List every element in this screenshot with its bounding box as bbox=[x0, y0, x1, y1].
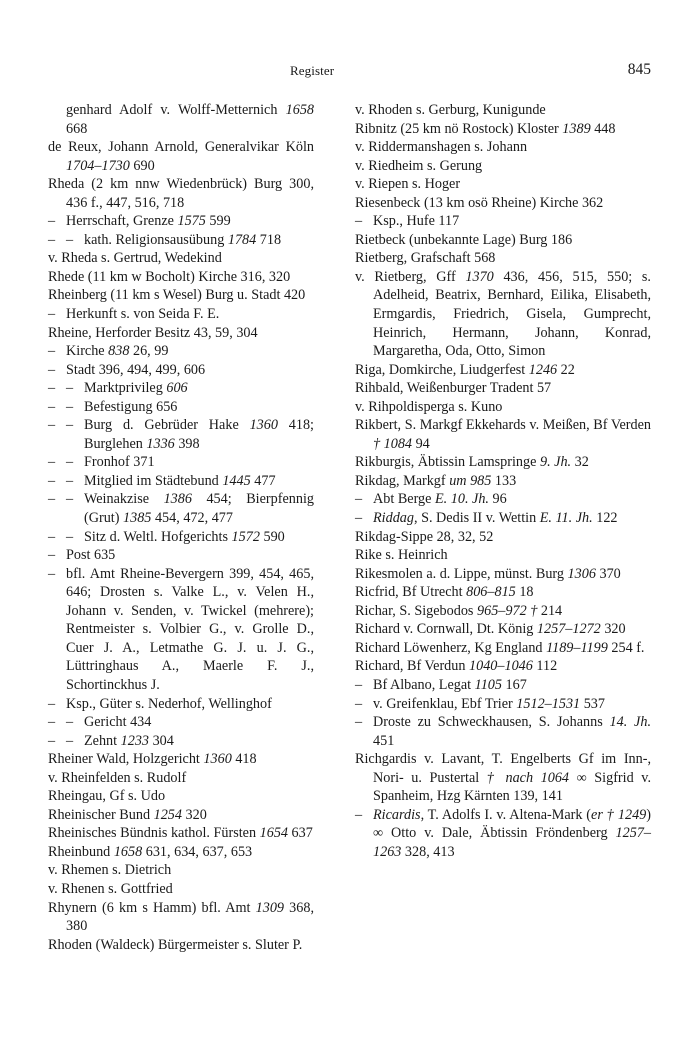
text-segment: Kirche bbox=[66, 343, 109, 360]
index-subentry bbox=[48, 453, 314, 472]
text-segment: Rietberg, Grafschaft 568 bbox=[355, 250, 496, 267]
index-subentry bbox=[48, 361, 314, 380]
text-segment: , S. Dedis II v. Wettin bbox=[413, 510, 540, 527]
text-segment: 398 bbox=[174, 435, 200, 452]
index-column-right bbox=[355, 101, 651, 861]
italic-segment: 1360 bbox=[203, 751, 232, 768]
text-segment: Ribnitz (25 km nö Rostock) Kloster bbox=[355, 120, 563, 137]
text-segment: 112 bbox=[532, 658, 558, 675]
italic-segment: 1386 bbox=[163, 491, 192, 508]
index-entry bbox=[355, 528, 651, 547]
italic-segment: 1257–1272 bbox=[536, 621, 601, 638]
text-segment: v. Rhemen s. Dietrich bbox=[48, 862, 172, 879]
italic-segment: 1309 bbox=[255, 899, 284, 916]
level-dash: – bbox=[66, 380, 74, 397]
index-entry bbox=[355, 361, 651, 380]
index-entry bbox=[48, 824, 314, 843]
text-segment: Rheinisches Bündnis kathol. Fürsten bbox=[48, 825, 260, 842]
text-segment: de Reux, Johann Arnold, Generalvikar Köln bbox=[48, 139, 314, 156]
index-entry bbox=[48, 268, 314, 287]
index-entry bbox=[48, 899, 314, 936]
text-segment: 32 bbox=[571, 454, 589, 471]
level-dash: – bbox=[48, 213, 56, 230]
index-entry bbox=[355, 657, 651, 676]
text-segment: Rikdag-Sippe 28, 32, 52 bbox=[355, 528, 494, 545]
text-segment: 370 bbox=[595, 565, 621, 582]
text-segment: Rikburgis, Äbtissin Lamspringe bbox=[355, 454, 540, 471]
text-segment: bfl. Amt Rheine-Bevergern 399, 454, 465, 646; Drosten s. Valke L., v. Velen H., Johann v. Senden, v. Twickel (mehrere); Rentmeister s. Volbier G., v. Grolle D., Cuer J. A., Letmathe G. J. u. J. G., Lüttringhaus A., Maerle F. J., Schortinckhus J. bbox=[66, 565, 314, 693]
index-subentry bbox=[48, 732, 314, 751]
level-dash: – bbox=[66, 528, 74, 545]
italic-segment: E. 10. Jh. bbox=[435, 491, 489, 508]
level-dash: – bbox=[48, 528, 56, 545]
index-entry bbox=[355, 398, 651, 417]
italic-segment: 1572 bbox=[231, 528, 260, 545]
italic-segment: 1658 bbox=[285, 102, 314, 118]
index-subentry bbox=[48, 695, 314, 714]
italic-segment: 1385 bbox=[123, 510, 152, 527]
index-entry bbox=[355, 472, 651, 491]
index-entry bbox=[48, 175, 314, 212]
text-segment: 599 bbox=[205, 213, 231, 230]
text-segment: 133 bbox=[491, 472, 517, 489]
italic-segment: 806–815 bbox=[466, 584, 516, 601]
level-dash: – bbox=[48, 714, 56, 731]
level-dash: – bbox=[355, 806, 363, 823]
level-dash: – bbox=[48, 380, 56, 397]
italic-segment: 1189–1199 bbox=[546, 639, 608, 656]
text-segment: 690 bbox=[129, 157, 155, 174]
index-entry bbox=[48, 286, 314, 305]
text-segment: , T. Adolfs I. v. Altena-Mark ( bbox=[420, 806, 592, 823]
text-segment: 668 bbox=[66, 120, 88, 137]
italic-segment: 9. Jh. bbox=[539, 454, 572, 471]
text-segment: v. Rhenen s. Gottfried bbox=[48, 880, 173, 897]
text-segment: Ricfrid, Bf Utrecht bbox=[355, 584, 467, 601]
text-segment: ∞ Sigfrid v. Spanheim, Hzg Kärnten 139, 141 bbox=[373, 769, 651, 805]
italic-segment: 1040–1046 bbox=[469, 658, 533, 675]
level-dash: – bbox=[48, 565, 56, 582]
italic-segment: 1654 bbox=[259, 825, 288, 842]
level-dash: – bbox=[355, 510, 363, 527]
index-subentry bbox=[355, 695, 651, 714]
text-segment: 537 bbox=[580, 695, 605, 712]
text-segment: v. Rheda s. Gertrud, Wedekind bbox=[48, 250, 222, 267]
level-dash: – bbox=[48, 306, 56, 323]
index-entry bbox=[48, 936, 314, 955]
text-segment: 448 bbox=[590, 120, 616, 137]
italic-segment: er † 1249 bbox=[591, 806, 647, 823]
page-number: 845 bbox=[627, 61, 651, 78]
level-dash: – bbox=[355, 714, 363, 731]
text-segment: 418; Burglehen bbox=[84, 417, 315, 452]
index-entry bbox=[48, 138, 314, 175]
index-subentry bbox=[48, 713, 314, 732]
index-entry bbox=[355, 453, 651, 472]
text-segment: Rheinberg (11 km s Wesel) Burg u. Stadt 420 bbox=[48, 287, 306, 304]
running-title: Register bbox=[290, 63, 335, 78]
level-dash: – bbox=[355, 695, 363, 712]
index-column-left bbox=[48, 101, 314, 954]
text-segment: 254 f. bbox=[607, 639, 645, 656]
text-segment: Bf Albano, Legat bbox=[373, 676, 475, 693]
text-segment: 454; Bierpfennig (Grut) bbox=[84, 491, 314, 527]
text-segment: 94 bbox=[412, 435, 430, 452]
text-segment: Stadt 396, 494, 499, 606 bbox=[66, 361, 206, 378]
index-entry bbox=[48, 806, 314, 825]
text-segment: v. Greifenklau, Ebf Trier bbox=[373, 695, 517, 712]
level-dash: – bbox=[66, 732, 74, 749]
text-segment: Zehnt bbox=[84, 732, 121, 749]
text-segment: Rikbert, S. Markgf Ekkehards v. Meißen, Bf Verden bbox=[355, 417, 651, 434]
text-segment: Rhoden (Waldeck) Bürgermeister s. Sluter P. bbox=[48, 936, 303, 953]
text-segment: v. Riddermanshagen s. Johann bbox=[355, 139, 528, 156]
index-entry bbox=[355, 268, 651, 361]
italic-segment: 1246 bbox=[528, 361, 558, 378]
text-segment: Richar, S. Sigebodos bbox=[355, 602, 477, 619]
text-segment: Herrschaft, Grenze bbox=[66, 213, 178, 230]
index-entry bbox=[48, 861, 314, 880]
index-subentry bbox=[355, 806, 651, 862]
italic-segment: † nach 1064 bbox=[486, 769, 570, 786]
text-segment: ) ∞ Otto v. Dale, Äbtissin Fröndenberg bbox=[373, 806, 651, 842]
level-dash: – bbox=[48, 343, 56, 360]
index-subentry bbox=[48, 472, 314, 491]
index-entry bbox=[355, 546, 651, 565]
index-subentry bbox=[48, 305, 314, 324]
index-entry bbox=[355, 416, 651, 453]
index-entry bbox=[355, 249, 651, 268]
italic-segment: 1360 bbox=[249, 417, 278, 434]
level-dash: – bbox=[48, 732, 56, 749]
index-entry bbox=[48, 880, 314, 899]
italic-segment: um 985 bbox=[449, 472, 492, 489]
text-segment: Abt Berge bbox=[373, 491, 435, 508]
level-dash: – bbox=[66, 417, 74, 434]
index-subentry bbox=[355, 713, 651, 750]
level-dash: – bbox=[48, 454, 56, 471]
index-subentry bbox=[48, 212, 314, 231]
index-subentry bbox=[48, 398, 314, 417]
text-segment: Ksp., Güter s. Nederhof, Wellinghof bbox=[66, 695, 272, 712]
level-dash: – bbox=[66, 231, 74, 248]
text-segment: 631, 634, 637, 653 bbox=[142, 843, 253, 860]
italic-segment: 1336 bbox=[146, 435, 175, 452]
index-subentry bbox=[48, 528, 314, 547]
text-segment: Befestigung 656 bbox=[84, 398, 178, 415]
index-entry bbox=[355, 157, 651, 176]
text-segment: 320 bbox=[600, 621, 626, 638]
italic-segment: 14. Jh. bbox=[609, 714, 651, 731]
text-segment: Rikdag, Markgf bbox=[355, 472, 450, 489]
italic-segment: 1575 bbox=[177, 213, 206, 230]
text-segment: Rietbeck (unbekannte Lage) Burg 186 bbox=[355, 231, 573, 248]
text-segment: 718 bbox=[256, 231, 282, 248]
text-segment: Rheingau, Gf s. Udo bbox=[48, 788, 166, 805]
italic-segment: 1784 bbox=[227, 231, 257, 248]
text-segment: Richard v. Cornwall, Dt. König bbox=[355, 621, 537, 638]
text-segment: Rhede (11 km w Bocholt) Kirche 316, 320 bbox=[48, 268, 291, 285]
italic-segment: 1370 bbox=[465, 268, 494, 285]
text-segment: 18 bbox=[515, 584, 534, 601]
text-segment: Sitz d. Weltl. Hofgerichts bbox=[84, 528, 232, 545]
level-dash: – bbox=[66, 454, 74, 471]
index-subentry bbox=[355, 676, 651, 695]
index-subentry bbox=[48, 546, 314, 565]
index-entry bbox=[355, 639, 651, 658]
text-segment: v. Rietberg, Gff bbox=[355, 268, 466, 285]
text-segment: 167 bbox=[501, 676, 527, 693]
text-segment: Richgardis v. Lavant, T. Engelberts Gf im Inn-, Nori- u. Pustertal bbox=[355, 751, 651, 786]
level-dash: – bbox=[66, 491, 74, 508]
text-segment: Burg d. Gebrüder Hake bbox=[84, 417, 250, 434]
index-subentry bbox=[355, 212, 651, 231]
level-dash: – bbox=[48, 231, 56, 248]
text-segment: Fronhof 371 bbox=[84, 454, 155, 471]
text-segment: v. Rheinfelden s. Rudolf bbox=[48, 769, 187, 786]
text-segment: Rheda (2 km nnw Wiedenbrück) Burg 300, 436 f., 447, 516, 718 bbox=[48, 176, 314, 211]
level-dash: – bbox=[355, 676, 363, 693]
index-entry bbox=[48, 249, 314, 268]
text-segment: Rikesmolen a. d. Lippe, münst. Burg bbox=[355, 565, 568, 582]
text-segment: 368, 380 bbox=[66, 899, 314, 935]
text-segment: 436, 456, 515, 550; s. Adelheid, Beatrix, Bernhard, Eilika, Elisabeth, Ermgardis, Friedrich, Gisela, Gumprecht, Heinrich, Hermann, Johann, Konrad, Margaretha, Oda, Otto, Simon bbox=[373, 268, 651, 360]
text-segment: 451 bbox=[373, 732, 395, 749]
text-segment: Rhynern (6 km s Hamm) bfl. Amt bbox=[48, 899, 256, 916]
italic-segment: E. 11. Jh. bbox=[539, 510, 593, 527]
index-entry bbox=[355, 120, 651, 139]
text-segment: v. Riedheim s. Gerung bbox=[355, 157, 483, 174]
index-entry bbox=[48, 769, 314, 788]
italic-segment: 1658 bbox=[113, 843, 143, 860]
italic-segment: Ricardis bbox=[373, 806, 421, 823]
level-dash: – bbox=[66, 398, 74, 415]
text-segment: Rheinbund bbox=[48, 843, 114, 860]
index-entry bbox=[48, 324, 314, 343]
text-segment: v. Rhoden s. Gerburg, Kunigunde bbox=[355, 102, 546, 118]
text-segment: 637 bbox=[288, 825, 313, 842]
text-segment: 26, 99 bbox=[129, 343, 169, 360]
text-segment: 96 bbox=[488, 491, 507, 508]
index-entry bbox=[355, 231, 651, 250]
text-segment: 22 bbox=[557, 361, 575, 378]
text-segment: v. Riepen s. Hoger bbox=[355, 176, 461, 193]
text-segment: Rihbald, Weißenburger Tradent 57 bbox=[355, 380, 552, 397]
level-dash: – bbox=[66, 472, 74, 489]
text-segment: Rheiner Wald, Holzgericht bbox=[48, 751, 204, 768]
text-segment: Rheine, Herforder Besitz 43, 59, 304 bbox=[48, 324, 258, 341]
text-segment: genhard Adolf v. Wolff-Metternich bbox=[66, 102, 286, 118]
index-subentry bbox=[48, 379, 314, 398]
text-segment: Rike s. Heinrich bbox=[355, 547, 448, 564]
italic-segment: 1445 bbox=[222, 472, 251, 489]
level-dash: – bbox=[48, 361, 56, 378]
italic-segment: † 1084 bbox=[373, 435, 413, 452]
index-entry bbox=[355, 175, 651, 194]
text-segment: Ksp., Hufe 117 bbox=[373, 213, 460, 230]
italic-segment: 1389 bbox=[562, 120, 591, 137]
index-entry bbox=[355, 194, 651, 213]
italic-segment: 1306 bbox=[567, 565, 596, 582]
text-segment: 214 bbox=[537, 602, 563, 619]
level-dash: – bbox=[48, 695, 56, 712]
text-segment: 328, 413 bbox=[401, 843, 455, 860]
text-segment: Gericht 434 bbox=[84, 714, 152, 731]
italic-segment: 838 bbox=[108, 343, 130, 360]
italic-segment: Riddag bbox=[373, 510, 414, 527]
italic-segment: 1233 bbox=[120, 732, 150, 749]
index-subentry bbox=[48, 490, 314, 527]
index-subentry bbox=[48, 342, 314, 361]
italic-segment: 606 bbox=[166, 380, 188, 397]
text-segment: Weinakzise bbox=[84, 491, 164, 508]
index-entry bbox=[355, 101, 651, 120]
text-segment: Rheinischer Bund bbox=[48, 806, 154, 823]
text-segment: 320 bbox=[181, 806, 207, 823]
italic-segment: 1257–1263 bbox=[373, 825, 651, 860]
text-segment: 454, 472, 477 bbox=[151, 510, 233, 527]
index-entry bbox=[355, 602, 651, 621]
text-segment: 304 bbox=[149, 732, 174, 749]
index-subentry bbox=[48, 231, 314, 250]
text-segment: 418 bbox=[231, 751, 257, 768]
index-entry bbox=[48, 843, 314, 862]
index-subentry bbox=[48, 565, 314, 695]
text-segment: Droste zu Schweckhausen, S. Johanns bbox=[373, 714, 610, 731]
level-dash: – bbox=[48, 491, 56, 508]
index-entry bbox=[355, 565, 651, 584]
text-segment: Riga, Domkirche, Liudgerfest bbox=[355, 361, 529, 378]
text-segment: Mitglied im Städtebund bbox=[84, 472, 223, 489]
index-entry bbox=[355, 379, 651, 398]
level-dash: – bbox=[355, 213, 363, 230]
text-segment: 477 bbox=[250, 472, 276, 489]
level-dash: – bbox=[355, 491, 363, 508]
text-segment: Post 635 bbox=[66, 547, 116, 564]
text-segment: Riesenbeck (13 km osö Rheine) Kirche 362 bbox=[355, 194, 604, 211]
text-segment: v. Rihpoldisperga s. Kuno bbox=[355, 398, 503, 415]
index-entry bbox=[355, 750, 651, 806]
index-entry bbox=[48, 787, 314, 806]
italic-segment: 1704–1730 bbox=[66, 157, 130, 174]
text-segment: Richard, Bf Verdun bbox=[355, 658, 470, 675]
index-entry bbox=[355, 620, 651, 639]
italic-segment: 1254 bbox=[153, 806, 182, 823]
level-dash: – bbox=[48, 398, 56, 415]
index-entry bbox=[355, 138, 651, 157]
level-dash: – bbox=[66, 714, 74, 731]
text-segment: kath. Religionsausübung bbox=[84, 231, 228, 248]
index-subentry bbox=[355, 490, 651, 509]
index-subentry bbox=[48, 416, 314, 453]
text-segment: Marktprivileg bbox=[84, 380, 167, 397]
index-entry bbox=[355, 583, 651, 602]
italic-segment: 965–972 † bbox=[477, 602, 538, 619]
level-dash: – bbox=[48, 417, 56, 434]
text-segment: 122 bbox=[592, 510, 618, 527]
text-segment: Richard Löwenherz, Kg England bbox=[355, 639, 547, 656]
text-segment: 590 bbox=[259, 528, 285, 545]
italic-segment: 1512–1531 bbox=[516, 695, 581, 712]
italic-segment: 1105 bbox=[474, 676, 502, 693]
index-entry bbox=[48, 750, 314, 769]
index-entry bbox=[48, 101, 314, 138]
index-subentry bbox=[355, 509, 651, 528]
level-dash: – bbox=[48, 472, 56, 489]
running-head bbox=[0, 63, 700, 83]
level-dash: – bbox=[48, 547, 56, 564]
text-segment: Herkunft s. von Seida F. E. bbox=[66, 306, 220, 323]
